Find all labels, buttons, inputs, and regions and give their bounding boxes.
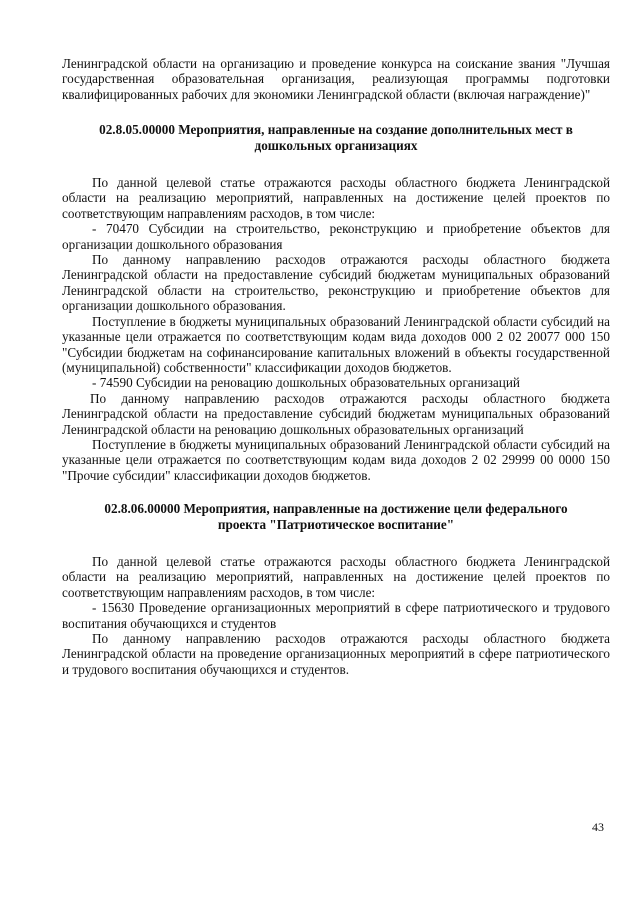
section-heading-02-8-06: 02.8.06.00000 Мероприятия, направленные на достижение цели федерального проекта "Патриотическое воспитание" xyxy=(104,501,568,532)
document-page xyxy=(62,56,610,677)
section-heading-02-8-05: 02.8.05.00000 Мероприятия, направленные на создание дополнительных мест в дошкольных организациях xyxy=(99,122,573,153)
list-item-15630: - 15630 Проведение организационных мероприятий в сфере патриотического и трудового воспитания обучающихся и студентов xyxy=(62,600,610,631)
paragraph-contest-continuation: Ленинградской области на организацию и проведение конкурса на соискание звания "Лучшая государственная образовательная организация, реализующая программы подготовки квалифицированных рабочих для экономики Ленинградской области (включая награждение)" xyxy=(62,56,610,102)
list-item-74590: - 74590 Субсидии на реновацию дошкольных образовательных организаций xyxy=(92,375,520,391)
list-item-70470: - 70470 Субсидии на строительство, реконструкцию и приобретение объектов для организации дошкольного образования xyxy=(62,221,610,252)
paragraph-74590-description: По данному направлению расходов отражаются расходы областного бюджета Ленинградской области на предоставление субсидий бюджетам муниципальных образований Ленинградской области на реновацию дошкольных образовательных организаций xyxy=(62,390,610,437)
paragraph-15630-description: По данному направлению расходов отражаются расходы областного бюджета Ленинградской области на проведение организационных мероприятий в сфере патриотического и трудового воспитания обучающихся и студентов. xyxy=(62,631,610,677)
paragraph-74590-revenue: Поступление в бюджеты муниципальных образований Ленинградской области субсидий на указанные цели отражается по соответствующим кодам вида доходов 2 02 29999 00 0000 150 "Прочие субсидии" классификации доходов бюджетов. xyxy=(62,436,610,483)
paragraph-70470-description: По данному направлению расходов отражаются расходы областного бюджета Ленинградской области на предоставление субсидий бюджетам муниципальных образований Ленинградской области на строительство, реконструкцию и приобретение объектов для организации дошкольного образования. xyxy=(62,252,610,314)
paragraph-target-article-intro-2: По данной целевой статье отражаются расходы областного бюджета Ленинградской области на реализацию мероприятий, направленных на достижение целей проектов по соответствующим направлениям расходов, в том числе: xyxy=(62,553,610,600)
paragraph-70470-revenue: Поступление в бюджеты муниципальных образований Ленинградской области субсидий на указанные цели отражается по соответствующим кодам вида доходов 000 2 02 20077 000 150 "Субсидии бюджетам на софинансирование капитальных вложений в объекты государственной (муниципальной) собственности" классификации доходов бюджетов. xyxy=(62,313,610,375)
page-number: 43 xyxy=(592,820,604,834)
paragraph-target-article-intro: По данной целевой статье отражаются расходы областного бюджета Ленинградской области на реализацию мероприятий, направленных на достижение целей проектов по соответствующим направлениям расходов, в том числе: xyxy=(62,175,610,221)
